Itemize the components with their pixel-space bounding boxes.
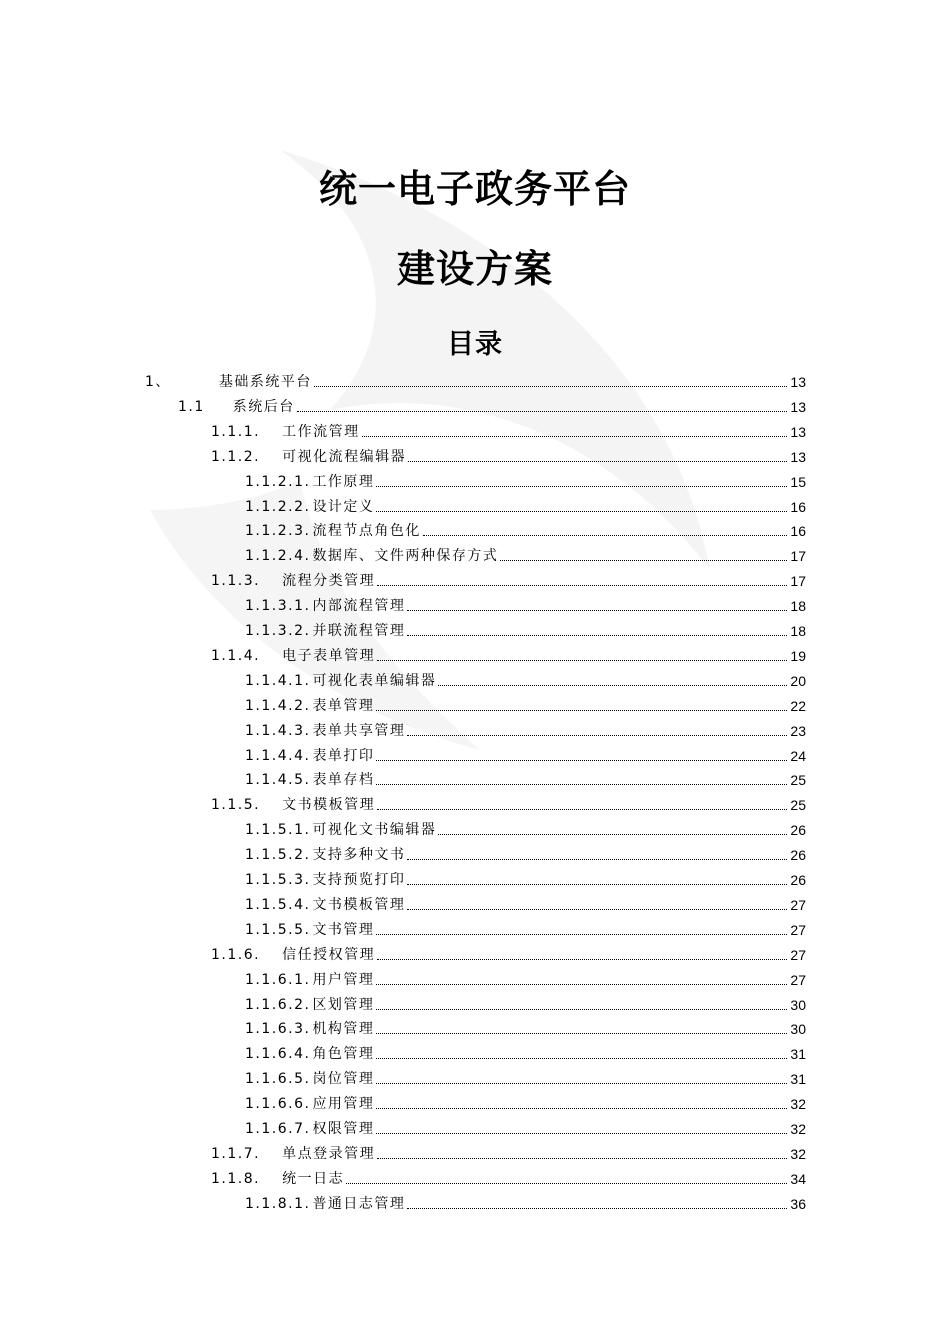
toc-entry-title: 应用管理	[312, 1096, 375, 1113]
toc-entry-page-number: 27	[790, 921, 806, 938]
toc-entry-number: 1.1.8.1.	[245, 1195, 311, 1212]
toc-entry[interactable]	[145, 366, 806, 390]
toc-entry-title: 电子表单管理	[282, 647, 376, 664]
toc-entry-page-number: 22	[790, 697, 806, 714]
toc-leader-dots	[500, 559, 787, 561]
toc-leader-dots	[376, 1107, 787, 1109]
toc-entry-page-number: 13	[790, 398, 806, 415]
toc-entry-page-number: 32	[790, 1096, 806, 1113]
toc-leader-dots	[376, 510, 787, 512]
toc-entry[interactable]	[245, 615, 806, 639]
toc-entry-page-number: 32	[790, 1121, 806, 1137]
toc-entry[interactable]	[245, 964, 806, 988]
toc-entry-page-number: 18	[790, 598, 806, 615]
toc-leader-dots	[376, 783, 787, 785]
toc-entry-page-number: 24	[790, 747, 806, 764]
toc-leader-dots	[376, 1008, 787, 1010]
toc-entry-title: 工作原理	[312, 473, 375, 490]
toc-entry-number: 1.1.2.4.	[245, 548, 311, 565]
toc-entry-title: 角色管理	[312, 1046, 375, 1063]
toc-leader-dots	[376, 933, 787, 935]
toc-leader-dots	[314, 385, 788, 387]
toc-entry[interactable]	[245, 1063, 806, 1087]
toc-entry-number: 1.1.4.3.	[245, 722, 311, 739]
document-title: 统一电子政务平台	[318, 167, 631, 211]
toc-leader-dots	[297, 410, 788, 412]
toc-entry-title: 文书管理	[312, 921, 375, 938]
toc-entry-page-number: 17	[790, 573, 806, 590]
toc-entry-number: 1.1.6.2.	[245, 996, 311, 1013]
toc-entry[interactable]	[211, 416, 806, 440]
toc-entry-title: 系统后台	[232, 398, 295, 415]
toc-leader-dots	[376, 1057, 787, 1059]
toc-entry-number: 1.1.6.6.	[245, 1096, 311, 1113]
toc-leader-dots	[407, 908, 787, 910]
toc-entry[interactable]	[245, 864, 806, 888]
toc-entry-page-number: 19	[790, 647, 806, 664]
toc-leader-dots	[362, 435, 788, 437]
toc-entry-title: 可视化文书编辑器	[312, 822, 437, 839]
toc-entry-title: 支持预览打印	[312, 872, 406, 888]
toc-entry-page-number: 25	[790, 797, 806, 814]
toc-leader-dots	[376, 1132, 787, 1134]
toc-entry-number: 1.1	[178, 398, 205, 415]
toc-entry[interactable]	[245, 889, 806, 913]
toc-entry-number: 1.1.3.1.	[245, 598, 311, 615]
toc-entry-number: 1.1.4.	[211, 647, 261, 664]
toc-entry-number: 1.1.6.5.	[245, 1071, 311, 1088]
toc-leader-dots	[407, 1207, 787, 1209]
toc-entry-number: 1.1.5.4.	[245, 896, 311, 913]
toc-entry-page-number: 34	[790, 1170, 806, 1187]
toc-entry-number: 1.1.4.2.	[245, 697, 311, 714]
toc-leader-dots	[376, 485, 787, 487]
toc-entry-number: 1.1.6.1.	[245, 971, 311, 988]
toc-entry-title: 信任授权管理	[282, 946, 376, 963]
toc-entry-page-number: 32	[790, 1145, 806, 1162]
toc-leader-dots	[376, 1032, 787, 1034]
toc-entry-number: 1.1.4.1.	[245, 672, 311, 689]
toc-leader-dots	[438, 684, 787, 686]
toc-entry-title: 统一日志	[282, 1170, 345, 1187]
toc-entry-page-number: 36	[790, 1195, 806, 1212]
toc-entry-page-number: 13	[790, 423, 806, 440]
toc-leader-dots	[407, 609, 787, 611]
toc-leader-dots	[407, 858, 787, 860]
toc-entry-title: 可视化流程编辑器	[282, 448, 407, 465]
toc-entry-page-number: 26	[790, 872, 806, 888]
toc-leader-dots	[407, 634, 787, 636]
toc-entry-title: 单点登录管理	[282, 1145, 376, 1162]
toc-entry-number: 1.1.4.4.	[245, 747, 311, 764]
toc-entry-number: 1.1.6.3.	[245, 1021, 311, 1038]
toc-entry[interactable]	[211, 789, 806, 813]
toc-entry[interactable]	[245, 715, 806, 739]
toc-entry-number: 1.1.3.2.	[245, 623, 311, 639]
toc-entry-number: 1.1.2.	[211, 448, 261, 465]
toc-entry-page-number: 13	[790, 374, 806, 390]
toc-entry[interactable]	[211, 1163, 806, 1187]
toc-entry-page-number: 27	[790, 896, 806, 913]
toc-entry-title: 内部流程管理	[312, 598, 406, 615]
toc-leader-dots	[408, 460, 787, 462]
toc-entry[interactable]	[211, 565, 806, 589]
toc-entry-number: 1.1.5.5.	[245, 921, 311, 938]
toc-entry[interactable]	[245, 540, 806, 564]
toc-entry[interactable]	[211, 939, 806, 963]
toc-entry-number: 1.1.2.1.	[245, 473, 311, 490]
toc-entry-page-number: 25	[790, 772, 806, 789]
toc-entry-title: 表单打印	[312, 747, 375, 764]
toc-entry-title: 文书模板管理	[312, 896, 406, 913]
toc-entry-title: 文书模板管理	[282, 797, 376, 814]
toc-entry-title: 用户管理	[312, 971, 375, 988]
toc-entry[interactable]	[245, 764, 806, 788]
toc-leader-dots	[407, 734, 787, 736]
toc-entry-page-number: 15	[790, 473, 806, 490]
toc-entry-number: 1.1.6.4.	[245, 1046, 311, 1063]
toc-entry[interactable]	[245, 1013, 806, 1037]
toc-entry-page-number: 31	[790, 1046, 806, 1063]
toc-entry-title: 表单存档	[312, 772, 375, 789]
toc-entry[interactable]	[245, 665, 806, 689]
toc-entry[interactable]	[245, 814, 806, 838]
toc-entry-page-number: 16	[790, 523, 806, 540]
toc-entry-page-number: 31	[790, 1071, 806, 1088]
toc-entry[interactable]	[245, 1113, 806, 1137]
toc-entry-number: 1.1.3.	[211, 573, 261, 590]
toc-leader-dots	[438, 833, 787, 835]
toc-entry-title: 岗位管理	[312, 1071, 375, 1088]
toc-entry-page-number: 20	[790, 672, 806, 689]
toc-entry-title: 并联流程管理	[312, 623, 406, 639]
toc-leader-dots	[423, 534, 787, 536]
toc-entry-page-number: 17	[790, 548, 806, 565]
toc-leader-dots	[377, 584, 787, 586]
toc-entry-title: 工作流管理	[282, 423, 360, 440]
toc-leader-dots	[346, 1182, 787, 1184]
toc-entry-page-number: 27	[790, 946, 806, 963]
toc-entry-number: 1.1.2.3.	[245, 523, 311, 540]
toc-entry-title: 支持多种文书	[312, 847, 406, 864]
toc-entry[interactable]	[211, 640, 806, 664]
toc-entry[interactable]	[245, 740, 806, 764]
toc-entry[interactable]	[245, 466, 806, 490]
toc-entry-page-number: 23	[790, 722, 806, 739]
toc-entry-page-number: 13	[790, 448, 806, 465]
toc-entry-title: 表单共享管理	[312, 722, 406, 739]
toc-entry-number: 1.1.5.3.	[245, 872, 311, 888]
toc-entry-number: 1.1.1.	[211, 423, 261, 440]
toc-entry[interactable]	[245, 1088, 806, 1112]
toc-entry-number: 1.1.5.1.	[245, 822, 311, 839]
toc-entry-page-number: 30	[790, 1021, 806, 1038]
toc-heading: 目录	[447, 329, 503, 360]
toc-entry[interactable]	[245, 590, 806, 614]
toc-leader-dots	[377, 1157, 787, 1159]
toc-entry-page-number: 18	[790, 623, 806, 639]
toc-entry-number: 1、	[145, 374, 171, 390]
toc-leader-dots	[377, 958, 787, 960]
toc-entry-title: 设计定义	[312, 498, 375, 515]
toc-entry-number: 1.1.5.2.	[245, 847, 311, 864]
toc-entry[interactable]	[245, 839, 806, 863]
toc-entry-page-number: 26	[790, 822, 806, 839]
toc-entry-title: 权限管理	[312, 1121, 375, 1137]
toc-entry-title: 可视化表单编辑器	[312, 672, 437, 689]
toc-entry-title: 机构管理	[312, 1021, 375, 1038]
toc-entry-number: 1.1.8.	[211, 1170, 261, 1187]
toc-entry-title: 数据库、文件两种保存方式	[312, 548, 499, 565]
toc-entry[interactable]	[245, 515, 806, 539]
toc-entry-page-number: 30	[790, 996, 806, 1013]
toc-entry-title: 基础系统平台	[218, 374, 312, 390]
toc-leader-dots	[407, 883, 787, 885]
toc-leader-dots	[376, 709, 787, 711]
toc-entry-number: 1.1.2.2.	[245, 498, 311, 515]
toc-entry-page-number: 27	[790, 971, 806, 988]
toc-entry-title: 流程节点角色化	[312, 523, 421, 540]
toc-entry-number: 1.1.7.	[211, 1145, 261, 1162]
toc-entry[interactable]	[245, 1038, 806, 1062]
toc-entry-page-number: 26	[790, 847, 806, 864]
toc-leader-dots	[376, 1082, 787, 1084]
toc-entry[interactable]	[245, 1188, 806, 1212]
toc-entry-title: 区划管理	[312, 996, 375, 1013]
toc-entry-page-number: 16	[790, 498, 806, 515]
toc-leader-dots	[376, 759, 787, 761]
toc-leader-dots	[377, 659, 787, 661]
toc-entry-number: 1.1.6.7.	[245, 1121, 311, 1137]
toc-entry[interactable]	[211, 441, 806, 465]
toc-entry-title: 普通日志管理	[312, 1195, 406, 1212]
toc-entry[interactable]	[178, 391, 806, 415]
toc-entry[interactable]	[245, 914, 806, 938]
toc-entry-title: 表单管理	[312, 697, 375, 714]
toc-leader-dots	[376, 983, 787, 985]
toc-entry[interactable]	[211, 1138, 806, 1162]
toc-entry[interactable]	[245, 690, 806, 714]
toc-entry-title: 流程分类管理	[282, 573, 376, 590]
toc-entry-number: 1.1.6.	[211, 946, 261, 963]
toc-entry-number: 1.1.4.5.	[245, 772, 311, 789]
toc-entry[interactable]	[245, 491, 806, 515]
toc-entry-number: 1.1.5.	[211, 797, 261, 814]
document-subtitle: 建设方案	[396, 247, 553, 291]
toc-entry[interactable]	[245, 989, 806, 1013]
toc-leader-dots	[377, 808, 787, 810]
